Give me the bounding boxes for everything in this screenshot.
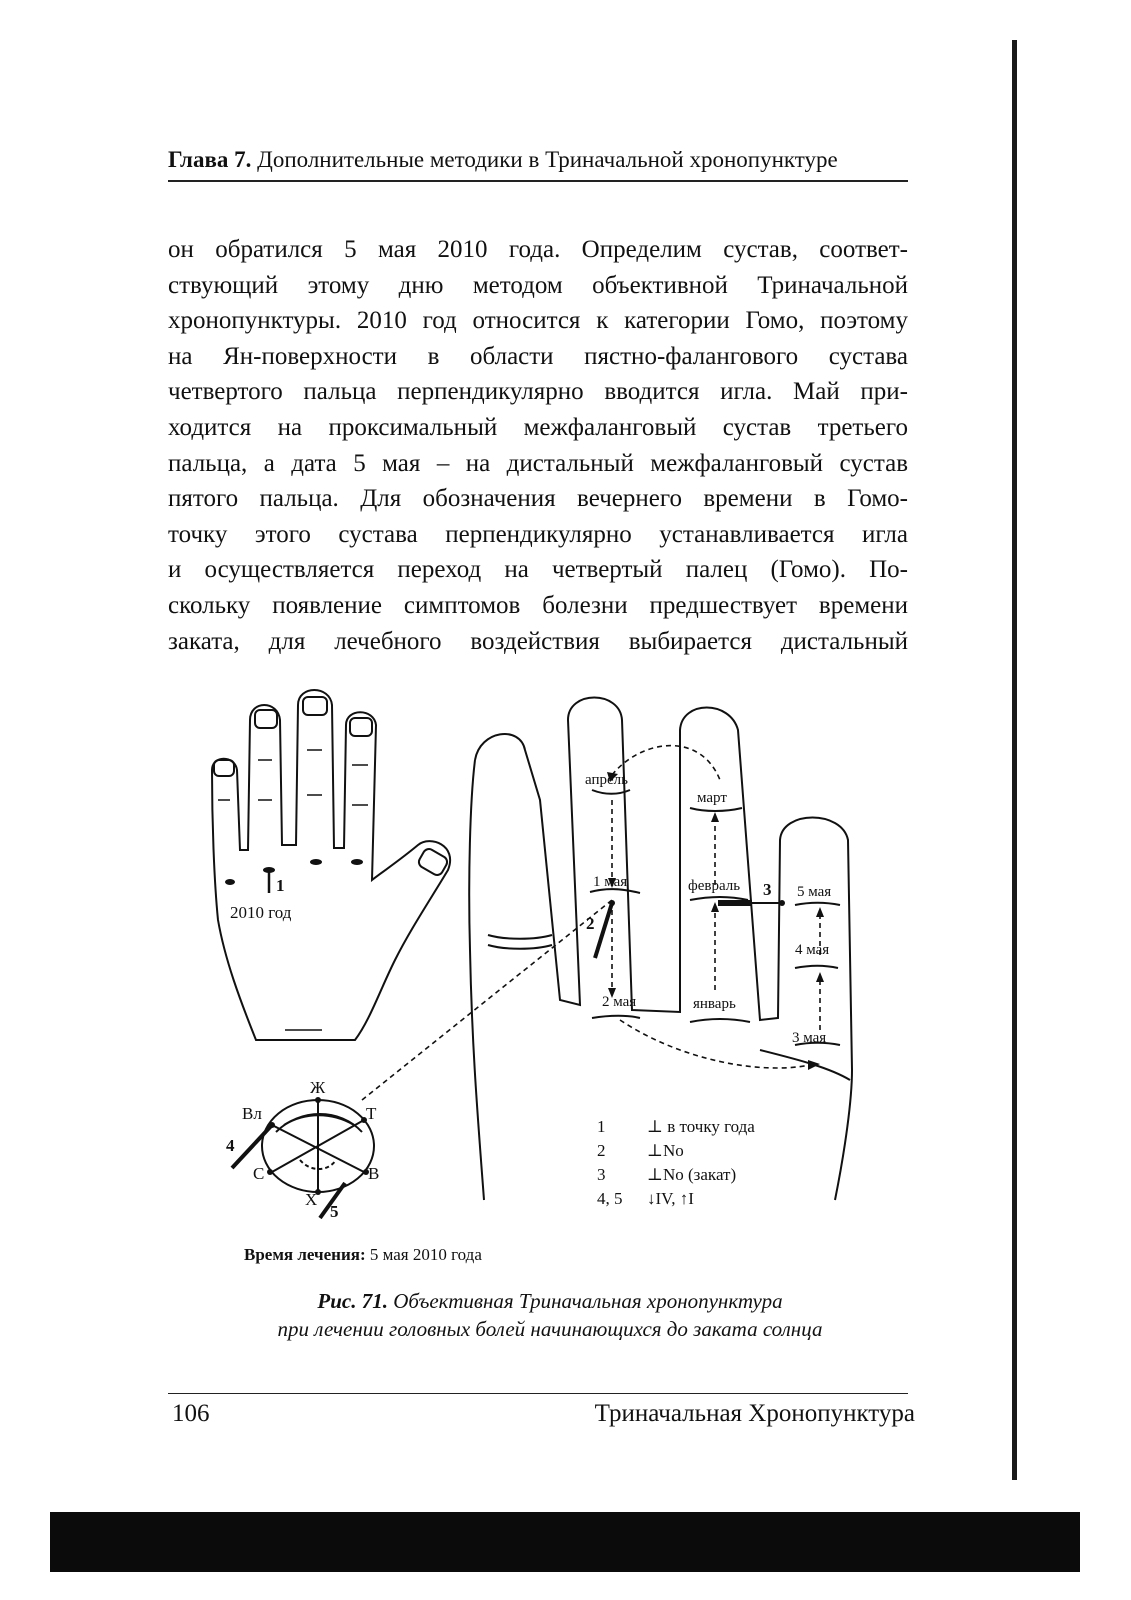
month-april: апрель [585,772,628,788]
compass-bottom: Х [305,1190,318,1209]
compass-left: С [253,1164,265,1183]
caption-line-2: при лечении головных болей начинающихся до заката солнца [277,1317,823,1341]
legend-row: 1 ⊥ в точку года [597,1117,755,1136]
chapter-title: Дополнительные методики в Триначальной хронопунктуре [257,147,838,172]
figure-legend [597,1115,755,1211]
day-may-3: 3 мая [792,1030,827,1046]
day-may-4: 4 мая [795,942,830,958]
text-line: точку этого сустава перпендикулярно устанавливается игла [168,520,908,548]
compass-top-left: Вл [242,1104,262,1123]
marker-3: 3 [763,880,772,899]
small-hand-marker: 1 [276,876,285,895]
chapter-number: Глава 7. [168,147,252,172]
treatment-time [244,1245,482,1265]
text-line: пальца, а дата 5 мая – на дистальный межфаланговый сустав [168,449,908,477]
figure-caption [220,1287,880,1343]
treatment-time-label: Время лечения: [244,1245,366,1264]
caption-line-1: Объективная Триначальная хронопунктура [393,1289,783,1313]
text-line: на Ян-поверхности в области пястно-фалангового сустава [168,342,908,370]
month-february: февраль [688,878,741,894]
page-number: 106 [172,1400,210,1427]
text-line: он обратился 5 мая 2010 года. Определим сустав, соответ- [168,236,908,263]
month-january: январь [693,996,736,1012]
small-hand-year: 2010 год [230,903,292,922]
marker-2: 2 [586,914,595,933]
caption-label: Рис. 71. [317,1289,388,1313]
day-may-5: 5 мая [797,884,832,900]
legend-row: 4, 5 ↓IV, ↑I [597,1189,694,1208]
text-line: пятого пальца. Для обозначения вечернего времени в Гомо- [168,485,908,513]
compass-diagram [262,1100,377,1192]
day-may-2: 2 мая [602,994,637,1010]
day-may-1: 1 мая [593,874,628,890]
compass-needle-4: 4 [226,1136,235,1155]
text-line: ствующий этому дню методом объективной Триначальной [168,271,908,299]
treatment-time-value: 5 мая 2010 года [369,1245,482,1264]
legend-row: 3 ⊥No (закат) [597,1165,737,1184]
text-line: и осуществляется переход на четвертый палец (Гомо). По- [168,556,908,584]
text-line: ходится на проксимальный межфаланговый сустав третьего [168,413,908,441]
text-line: заката, для лечебного воздействия выбирается дистальный [168,627,908,655]
text-line: скольку появление симптомов болезни предшествует времени [168,591,908,619]
small-hand-outline [212,690,450,1040]
compass-top-right: Т [366,1104,377,1123]
month-march: март [697,790,727,806]
compass-needle-5: 5 [330,1202,339,1221]
footer-rule [168,1393,908,1394]
book-title: Триначальная Хронопунктура [594,1400,915,1427]
compass-right: В [368,1164,380,1183]
text-line: хронопунктуры. 2010 год относится к категории Гомо, поэтому [168,307,908,335]
text-line: четвертого пальца перпендикулярно вводится игла. Май при- [168,378,908,406]
legend-row: 2 ⊥No [597,1141,684,1160]
compass-top: Ж [310,1078,326,1097]
